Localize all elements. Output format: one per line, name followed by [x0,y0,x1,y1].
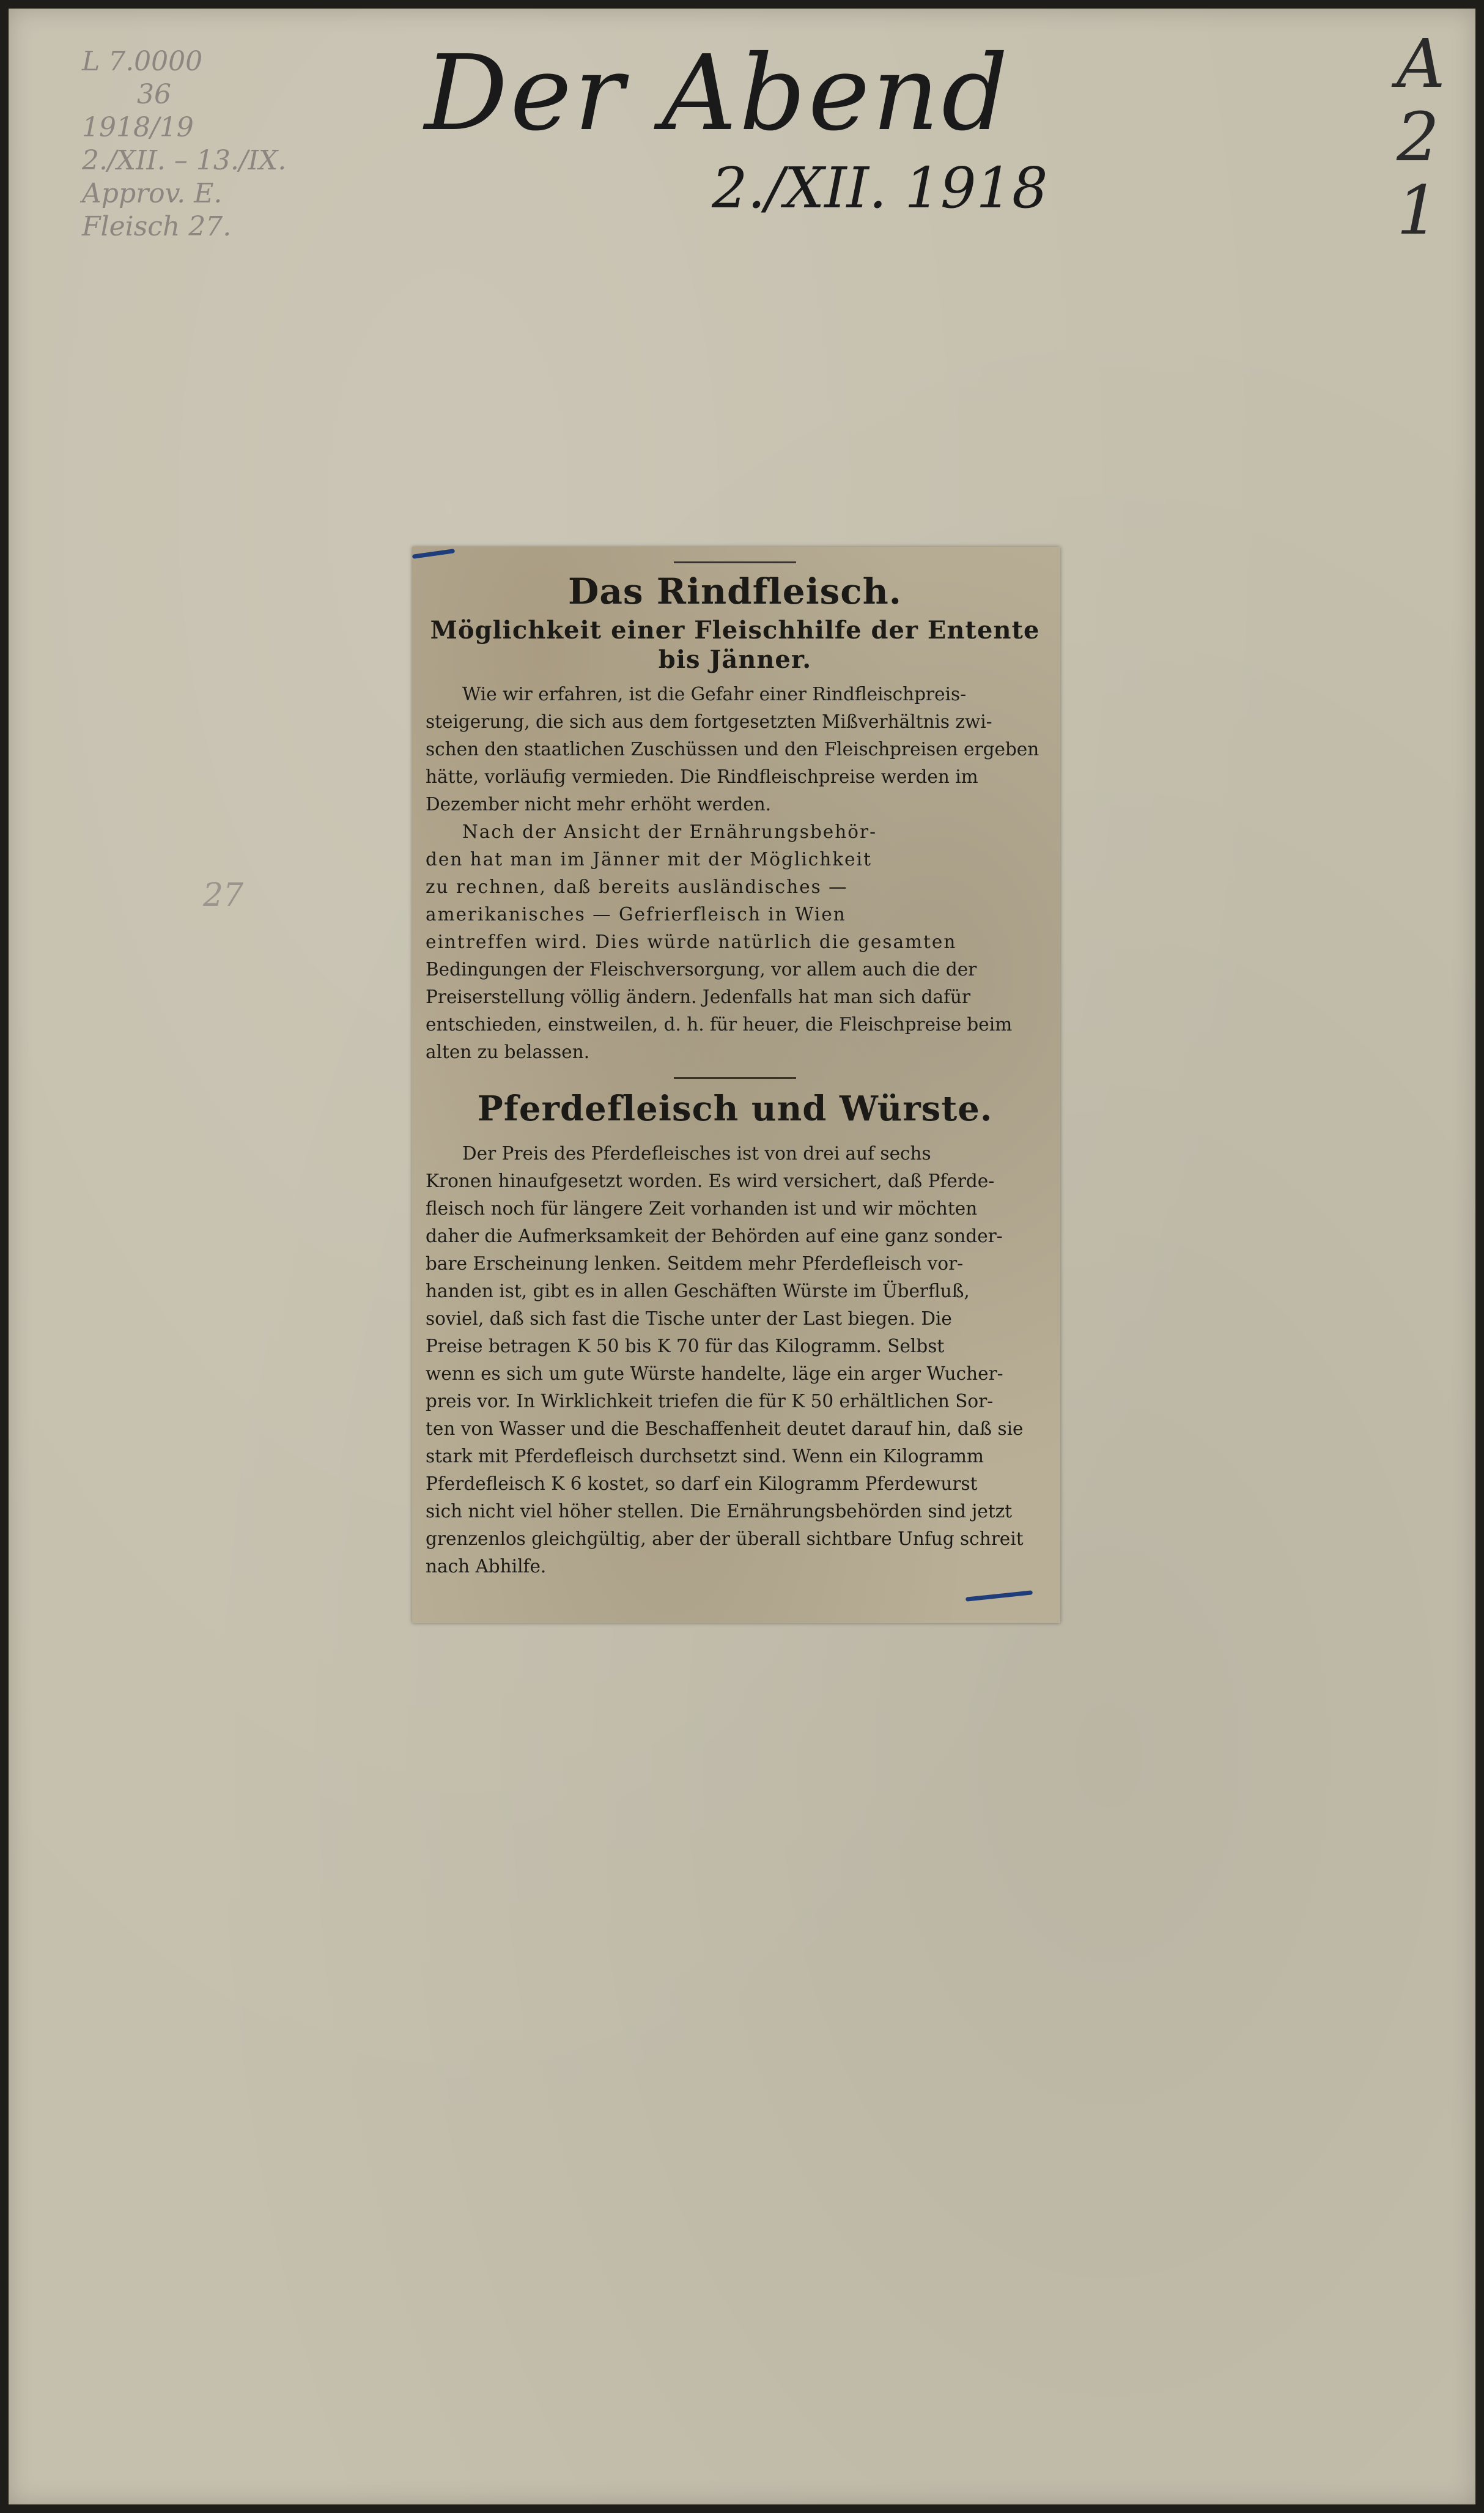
archive-notes [82,45,286,243]
folio-mark: A [1397,24,1445,103]
handwritten-date: 2./XII. 1918 [712,155,1048,221]
text-line: Dezember nicht mehr erhöht werden. [426,794,772,815]
text-line: nach Abhilfe. [426,1556,547,1577]
text-line: amerikanisches — Gefrierfleisch in Wien [426,904,846,925]
text-line: Pferdefleisch K 6 kostet, so darf ein Kilogramm Pferdewurst [426,1473,978,1494]
text-line: wenn es sich um gute Würste handelte, läge ein arger Wucher- [426,1363,1003,1384]
text-line: alten zu belassen. [426,1042,590,1062]
text-line: steigerung, die sich aus dem fortgesetzten Mißverhältnis zwi- [426,711,992,732]
folio-marks [1397,24,1445,250]
text-line: zu rechnen, daß bereits ausländisches — [426,876,848,897]
text-line: grenzenlos gleichgültig, aber der überall sichtbare Unfug schreit [426,1528,1024,1549]
text-line: sich nicht viel höher stellen. Die Ernährungsbehörden sind jetzt [426,1501,1013,1522]
archive-note: 1918/19 [82,112,194,143]
text-line: Nach der Ansicht der Ernährungsbehör- [462,821,877,842]
text-line: soviel, daß sich fast die Tische unter der Last biegen. Die [426,1308,952,1329]
margin-mark: 27 [203,877,244,914]
archive-sheet [9,9,1475,2504]
divider [674,561,796,563]
handwritten-newspaper-title: Der Abend [424,33,1011,154]
text-line: Wie wir erfahren, ist die Gefahr einer Rindfleischpreis- [462,684,967,705]
text-line: Der Preis des Pferdefleisches ist von drei auf sechs [462,1143,931,1164]
article-paragraph [426,818,1044,1066]
text-line: hätte, vorläufig vermieden. Die Rindfleischpreise werden im [426,766,978,787]
article-subheadline [426,616,1044,675]
text-line: den hat man im Jänner mit der Möglichkeit [426,849,872,870]
text-line: ten von Wasser und die Beschaffenheit deutet darauf hin, daß sie [426,1418,1024,1439]
subheadline-line: bis Jänner. [658,645,812,674]
newspaper-clipping [412,547,1060,1623]
archive-note: L 7.0000 [82,46,203,77]
subheadline-line: Möglichkeit einer Fleischhilfe der Entente [430,616,1040,645]
text-line: fleisch noch für längere Zeit vorhanden ist und wir möchten [426,1198,978,1219]
folio-mark: 2 [1397,98,1439,176]
clipping-body [426,555,1044,1580]
text-line: handen ist, gibt es in allen Geschäften Würste im Überfluß, [426,1281,970,1301]
archive-note: Fleisch 27. [82,211,232,242]
text-line: eintreffen wird. Dies würde natürlich die gesamten [426,931,957,952]
text-line: entschieden, einstweilen, d. h. für heuer, die Fleischpreise beim [426,1014,1013,1035]
folio-mark: 1 [1397,171,1439,250]
blue-pencil-mark [965,1590,1033,1601]
archive-note: 36 [137,79,171,110]
text-line: schen den staatlichen Zuschüssen und den Fleischpreisen ergeben [426,739,1039,760]
article-paragraph [426,681,1044,818]
text-line: Bedingungen der Fleischversorgung, vor allem auch die der [426,959,977,980]
archive-note: Approv. E. [82,178,223,209]
article-headline: Pferdefleisch und Würste. [477,1089,993,1129]
text-line: bare Erscheinung lenken. Seitdem mehr Pferdefleisch vor- [426,1253,964,1274]
divider [674,1077,796,1079]
text-line: daher die Aufmerksamkeit der Behörden auf eine ganz sonder- [426,1226,1003,1246]
text-line: Preiserstellung völlig ändern. Jedenfalls hat man sich dafür [426,986,971,1007]
text-line: Preise betragen K 50 bis K 70 für das Kilogramm. Selbst [426,1336,945,1356]
text-line: preis vor. In Wirklichkeit triefen die für K 50 erhältlichen Sor- [426,1391,994,1412]
archive-note: 2./XII. – 13./IX. [82,145,287,176]
text-line: Kronen hinaufgesetzt worden. Es wird versichert, daß Pferde- [426,1171,995,1191]
article-headline: Das Rindfleisch. [568,571,902,612]
text-line: stark mit Pferdefleisch durchsetzt sind. Wenn ein Kilogramm [426,1446,984,1467]
article-paragraph [426,1140,1044,1580]
